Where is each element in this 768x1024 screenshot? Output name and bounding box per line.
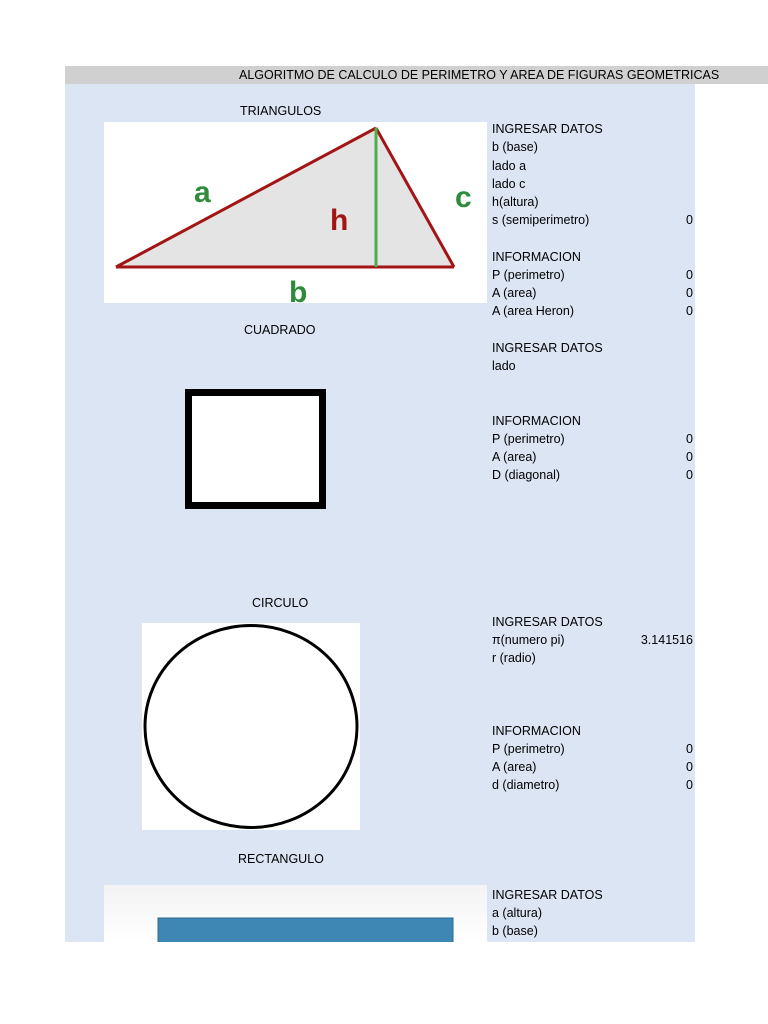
triangle-input-label: lado c — [492, 177, 526, 191]
rectangle-input-label: b (base) — [492, 924, 538, 938]
rectangle-image — [104, 885, 487, 942]
square-image — [185, 389, 326, 509]
pi-value[interactable]: 3.141516 — [640, 633, 693, 647]
triangle-perimetro-value[interactable]: 0 — [686, 268, 693, 282]
rectangle-input-heading: INGRESAR DATOS — [492, 888, 603, 902]
square-diagonal-value[interactable]: 0 — [686, 468, 693, 482]
triangle-input-label: s (semiperimetro) — [492, 213, 590, 227]
triangle-info-heading: INFORMACION — [492, 250, 581, 264]
circle-input-heading: INGRESAR DATOS — [492, 615, 603, 629]
triangle-diagram — [104, 122, 487, 303]
triangle-output-label: A (area Heron) — [492, 304, 574, 318]
circle-output-label: A (area) — [492, 760, 537, 774]
triangle-input-label: b (base) — [492, 140, 538, 154]
circle-shape — [142, 623, 360, 830]
label-b: b — [289, 276, 308, 303]
square-perimetro-value[interactable]: 0 — [686, 432, 693, 446]
label-a: a — [194, 176, 211, 209]
circle-perimetro-value[interactable]: 0 — [686, 742, 693, 756]
triangle-input-label: h(altura) — [492, 195, 539, 209]
triangle-image — [104, 122, 487, 303]
circle-image — [142, 623, 360, 830]
square-area-value[interactable]: 0 — [686, 450, 693, 464]
page-title: ALGORITMO DE CALCULO DE PERIMETRO Y AREA DE FIGURAS GEOMETRICAS — [239, 68, 720, 82]
triangle-output-label: A (area) — [492, 286, 537, 300]
square-output-label: A (area) — [492, 450, 537, 464]
label-c: c — [455, 181, 472, 214]
square-output-label: D (diagonal) — [492, 468, 561, 482]
section-label-rectangulo: RECTANGULO — [238, 852, 324, 866]
section-label-circulo: CIRCULO — [252, 596, 309, 610]
section-label-cuadrado: CUADRADO — [244, 323, 316, 337]
circle-info-heading: INFORMACION — [492, 724, 581, 738]
square-shape — [185, 389, 326, 509]
circle-area-value[interactable]: 0 — [686, 760, 693, 774]
square-input-heading: INGRESAR DATOS — [492, 341, 603, 355]
circle-output-label: P (perimetro) — [492, 742, 565, 756]
rectangle-input-label: a (altura) — [492, 906, 543, 920]
circle-input-label: r (radio) — [492, 651, 536, 665]
square-output-label: P (perimetro) — [492, 432, 565, 446]
semiperimetro-value[interactable]: 0 — [686, 213, 693, 227]
triangle-output-label: P (perimetro) — [492, 268, 565, 282]
triangle-area-value[interactable]: 0 — [686, 286, 693, 300]
triangle-input-label: lado a — [492, 159, 527, 173]
circle-diametro-value[interactable]: 0 — [686, 778, 693, 792]
circle-output-label: d (diametro) — [492, 778, 560, 792]
triangle-input-heading: INGRESAR DATOS — [492, 122, 603, 136]
triangle-area-heron-value[interactable]: 0 — [686, 304, 693, 318]
label-h: h — [330, 204, 349, 237]
square-info-heading: INFORMACION — [492, 414, 581, 428]
rectangle-shape — [104, 885, 487, 942]
section-label-triangulos: TRIANGULOS — [240, 104, 322, 118]
square-input-label: lado — [492, 359, 516, 373]
circle-input-label: π(numero pi) — [492, 633, 565, 647]
